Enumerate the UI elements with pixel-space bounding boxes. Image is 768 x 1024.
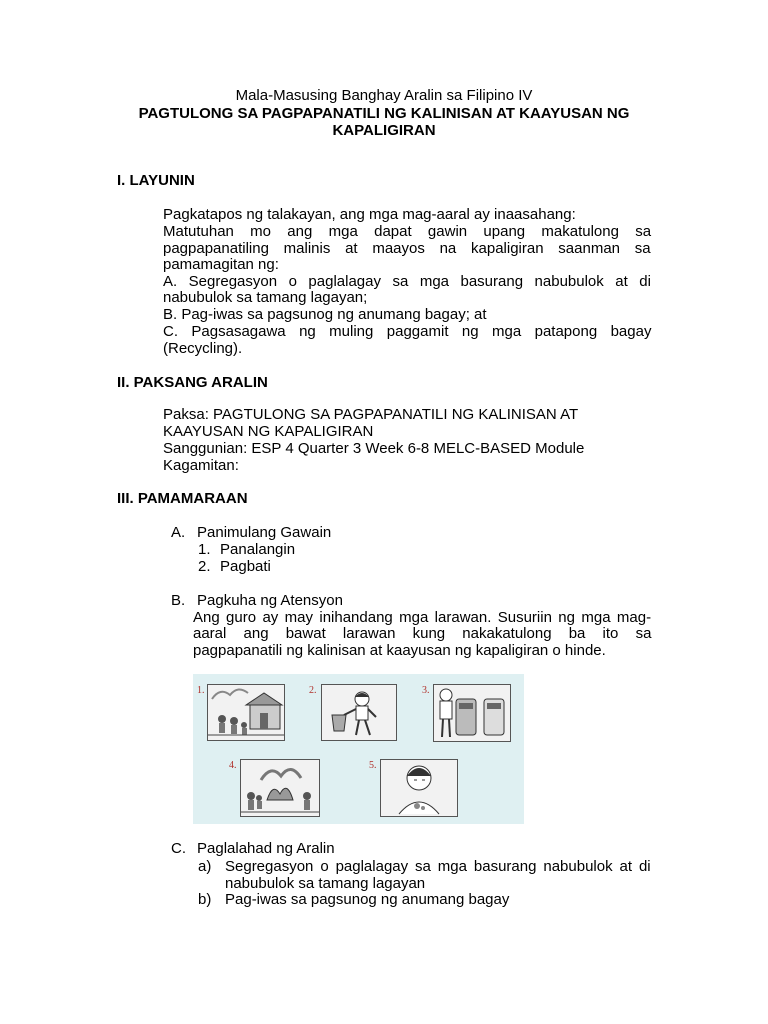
house-illustration-icon <box>208 685 284 740</box>
layunin-b-line: B. Pag-iwas sa pagsunog ng anumang bagay; at <box>163 306 487 323</box>
c-item-line2: nabubulok sa tamang lagayan <box>225 875 426 892</box>
layunin-c-line2: (Recycling). <box>163 340 243 357</box>
pamamaraan-c-label: C. <box>171 840 186 857</box>
a-item-num: 1. <box>198 541 211 558</box>
bins-illustration-icon <box>434 685 510 741</box>
section-heading-pamamaraan: III. PAMAMARAAN <box>117 490 248 507</box>
pamamaraan-b-text: Pagkuha ng Atensyon <box>197 592 343 609</box>
b-para-line3: pagpapanatili ng kalinisan at kaayusan ng kapaligiran o hinde. <box>193 642 606 659</box>
section-heading-layunin: I. LAYUNIN <box>117 172 195 189</box>
pamamaraan-a-label: A. <box>171 524 186 541</box>
c-item-line1: Pag-iwas sa pagsunog ng anumang bagay <box>225 891 510 908</box>
layunin-a-line2: nabubulok sa tamang lagayan; <box>163 289 368 306</box>
picture-burning-house <box>207 684 285 741</box>
fire-illustration-icon <box>241 760 319 816</box>
document-title-line1: PAGTULONG SA PAGPAPANATILI NG KALINISAN AT KAAYUSAN NG <box>138 105 630 122</box>
paksa-sanggunian: Sanggunian: ESP 4 Quarter 3 Week 6-8 MELC-BASED Module <box>163 440 585 457</box>
b-para-line1: Ang guro ay may inihandang mga larawan. Susuriin ng mga mag- <box>193 609 652 626</box>
a-item-text: Pagbati <box>220 558 271 575</box>
layunin-c-line1: C. Pagsasagawa ng muling paggamit ng mga patapong bagay <box>163 323 652 340</box>
paksa-kagamitan: Kagamitan: <box>163 457 239 474</box>
picture-number: 1. <box>197 685 205 696</box>
pamamaraan-c-text: Paglalahad ng Aralin <box>197 840 335 857</box>
pamamaraan-b-label: B. <box>171 592 186 609</box>
layunin-p1-line2: pagpapanatiling malinis at maayos na kapaligiran saanman sa <box>163 240 651 257</box>
layunin-p1-line3: pamamagitan ng: <box>163 256 279 273</box>
section-heading-paksa: II. PAKSANG ARALIN <box>117 374 268 391</box>
b-para-line2: aaral ang bawat larawan kung nakakatulong ba ito sa <box>193 625 652 642</box>
a-item-num: 2. <box>198 558 211 575</box>
c-item-num: b) <box>198 891 212 908</box>
c-item-line1: Segregasyon o paglalagay sa mga basurang nabubulok at di <box>225 858 651 875</box>
document-title-line2: KAPALIGIRAN <box>332 122 436 139</box>
picture-number: 5. <box>369 760 377 771</box>
document-subtitle: Mala-Masusing Banghay Aralin sa Filipino IV <box>235 87 533 104</box>
layunin-p1-line1: Matutuhan mo ang mga dapat gawin upang makatulong sa <box>163 223 652 240</box>
boy-illustration-icon <box>322 685 396 740</box>
picture-number: 3. <box>422 685 430 696</box>
paksa-line2: KAAYUSAN NG KAPALIGIRAN <box>163 423 374 440</box>
picture-number: 2. <box>309 685 317 696</box>
picture-boy-trash <box>321 684 397 741</box>
c-item-num: a) <box>198 858 212 875</box>
boy-face-illustration-icon <box>381 760 457 816</box>
picture-boy-looking <box>380 759 458 817</box>
picture-panel <box>193 674 524 824</box>
pamamaraan-a-text: Panimulang Gawain <box>197 524 332 541</box>
picture-trash-bins <box>433 684 511 742</box>
picture-burning-trash <box>240 759 320 817</box>
paksa-line1: Paksa: PAGTULONG SA PAGPAPANATILI NG KALINISAN AT <box>163 406 579 423</box>
layunin-intro: Pagkatapos ng talakayan, ang mga mag-aaral ay inaasahang: <box>163 206 576 223</box>
picture-number: 4. <box>229 760 237 771</box>
layunin-a-line1: A. Segregasyon o paglalagay sa mga basurang nabubulok at di <box>163 273 651 290</box>
a-item-text: Panalangin <box>220 541 296 558</box>
